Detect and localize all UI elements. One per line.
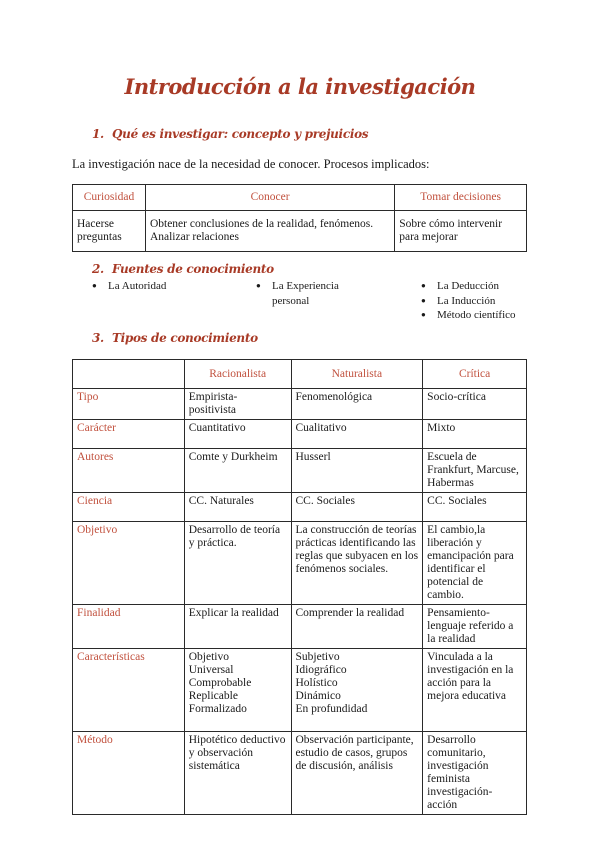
table-cell: Mixto bbox=[423, 420, 527, 449]
table-header-cell: Crítica bbox=[423, 360, 527, 389]
table-row bbox=[73, 211, 527, 252]
row-header-cell: Autores bbox=[73, 449, 185, 493]
table-header-row bbox=[73, 360, 527, 389]
table-cell: Empirista- positivista bbox=[184, 389, 291, 420]
table-row bbox=[73, 732, 527, 815]
section-number: 1. bbox=[92, 127, 104, 141]
table-cell: Sobre cómo intervenir para mejorar bbox=[395, 211, 527, 252]
table-row bbox=[73, 493, 527, 522]
table-row bbox=[73, 649, 527, 732]
section-title: Qué es investigar: concepto y prejuicios bbox=[112, 127, 369, 141]
intro-paragraph: La investigación nace de la necesidad de conocer. Procesos implicados: bbox=[72, 157, 430, 171]
row-header-cell: Objetivo bbox=[73, 522, 185, 605]
row-header-cell: Tipo bbox=[73, 389, 185, 420]
table-row bbox=[73, 420, 527, 449]
table-cell: CC. Naturales bbox=[184, 493, 291, 522]
row-header-cell: Carácter bbox=[73, 420, 185, 449]
row-header-cell: Método bbox=[73, 732, 185, 815]
table-cell: Cuantitativo bbox=[184, 420, 291, 449]
table-row bbox=[73, 522, 527, 605]
list-item: ● Método científico bbox=[421, 308, 541, 323]
table-row bbox=[73, 605, 527, 649]
table-header-cell bbox=[73, 360, 185, 389]
section-heading-1 bbox=[92, 127, 368, 141]
table-cell: Hacerse preguntas bbox=[73, 211, 146, 252]
table-cell: Vinculada a la investigación en la acción para la mejora educativa bbox=[423, 649, 527, 732]
row-header-cell: Finalidad bbox=[73, 605, 185, 649]
table-cell: Comprender la realidad bbox=[291, 605, 423, 649]
table-cell: Socio-crítica bbox=[423, 389, 527, 420]
table-cell: Comte y Durkheim bbox=[184, 449, 291, 493]
row-header-cell: Ciencia bbox=[73, 493, 185, 522]
sources-list-2 bbox=[256, 279, 376, 308]
sources-list-3 bbox=[421, 279, 541, 323]
table-header-cell: Curiosidad bbox=[73, 185, 146, 211]
list-item: ● La Autoridad bbox=[92, 279, 242, 294]
table-header-cell: Conocer bbox=[145, 185, 394, 211]
section-number: 2. bbox=[92, 262, 104, 276]
list-item: ● La Deducción bbox=[421, 279, 541, 294]
section-title: Fuentes de conocimiento bbox=[112, 262, 274, 276]
table-cell: Explicar la realidad bbox=[184, 605, 291, 649]
list-item: ● La Inducción bbox=[421, 294, 541, 309]
table-cell: Desarrollo comunitario, investigación feminista investigación-acción bbox=[423, 732, 527, 815]
table-cell: Pensamiento-lenguaje referido a la realidad bbox=[423, 605, 527, 649]
section-number: 3. bbox=[92, 331, 104, 345]
table-header-row bbox=[73, 185, 527, 211]
table-cell: Observación participante, estudio de casos, grupos de discusión, análisis bbox=[291, 732, 423, 815]
section-title: Tipos de conocimiento bbox=[112, 331, 258, 345]
table-cell: Cualitativo bbox=[291, 420, 423, 449]
section-heading-2 bbox=[92, 262, 274, 276]
sources-list-1 bbox=[92, 279, 242, 294]
table-row bbox=[73, 389, 527, 420]
table-cell: Subjetivo Idiográfico Holístico Dinámico En profundidad bbox=[291, 649, 423, 732]
table-cell: Desarrollo de teoría y práctica. bbox=[184, 522, 291, 605]
table-cell: Husserl bbox=[291, 449, 423, 493]
table-cell: El cambio,la liberación y emancipación para identificar el potencial de cambio. bbox=[423, 522, 527, 605]
table-cell: Escuela de Frankfurt, Marcuse, Habermas bbox=[423, 449, 527, 493]
list-item: ● La Experiencia personal bbox=[256, 279, 362, 308]
table-cell: Objetivo Universal Comprobable Replicable Formalizado bbox=[184, 649, 291, 732]
table-header-cell: Tomar decisiones bbox=[395, 185, 527, 211]
table-cell: Hipotético deductivo y observación sistemática bbox=[184, 732, 291, 815]
knowledge-types-table bbox=[72, 359, 527, 815]
row-header-cell: Características bbox=[73, 649, 185, 732]
processes-table bbox=[72, 184, 527, 252]
table-header-cell: Naturalista bbox=[291, 360, 423, 389]
table-cell: La construcción de teorías prácticas identificando las reglas que subyacen en los fenómenos sociales. bbox=[291, 522, 423, 605]
table-cell: Fenomenológica bbox=[291, 389, 423, 420]
table-header-cell: Racionalista bbox=[184, 360, 291, 389]
table-row bbox=[73, 449, 527, 493]
table-cell: Obtener conclusiones de la realidad, fenómenos. Analizar relaciones bbox=[145, 211, 394, 252]
page-title: Introducción a la investigación bbox=[124, 74, 476, 99]
table-cell: CC. Sociales bbox=[423, 493, 527, 522]
section-heading-3 bbox=[92, 331, 258, 345]
table-cell: CC. Sociales bbox=[291, 493, 423, 522]
